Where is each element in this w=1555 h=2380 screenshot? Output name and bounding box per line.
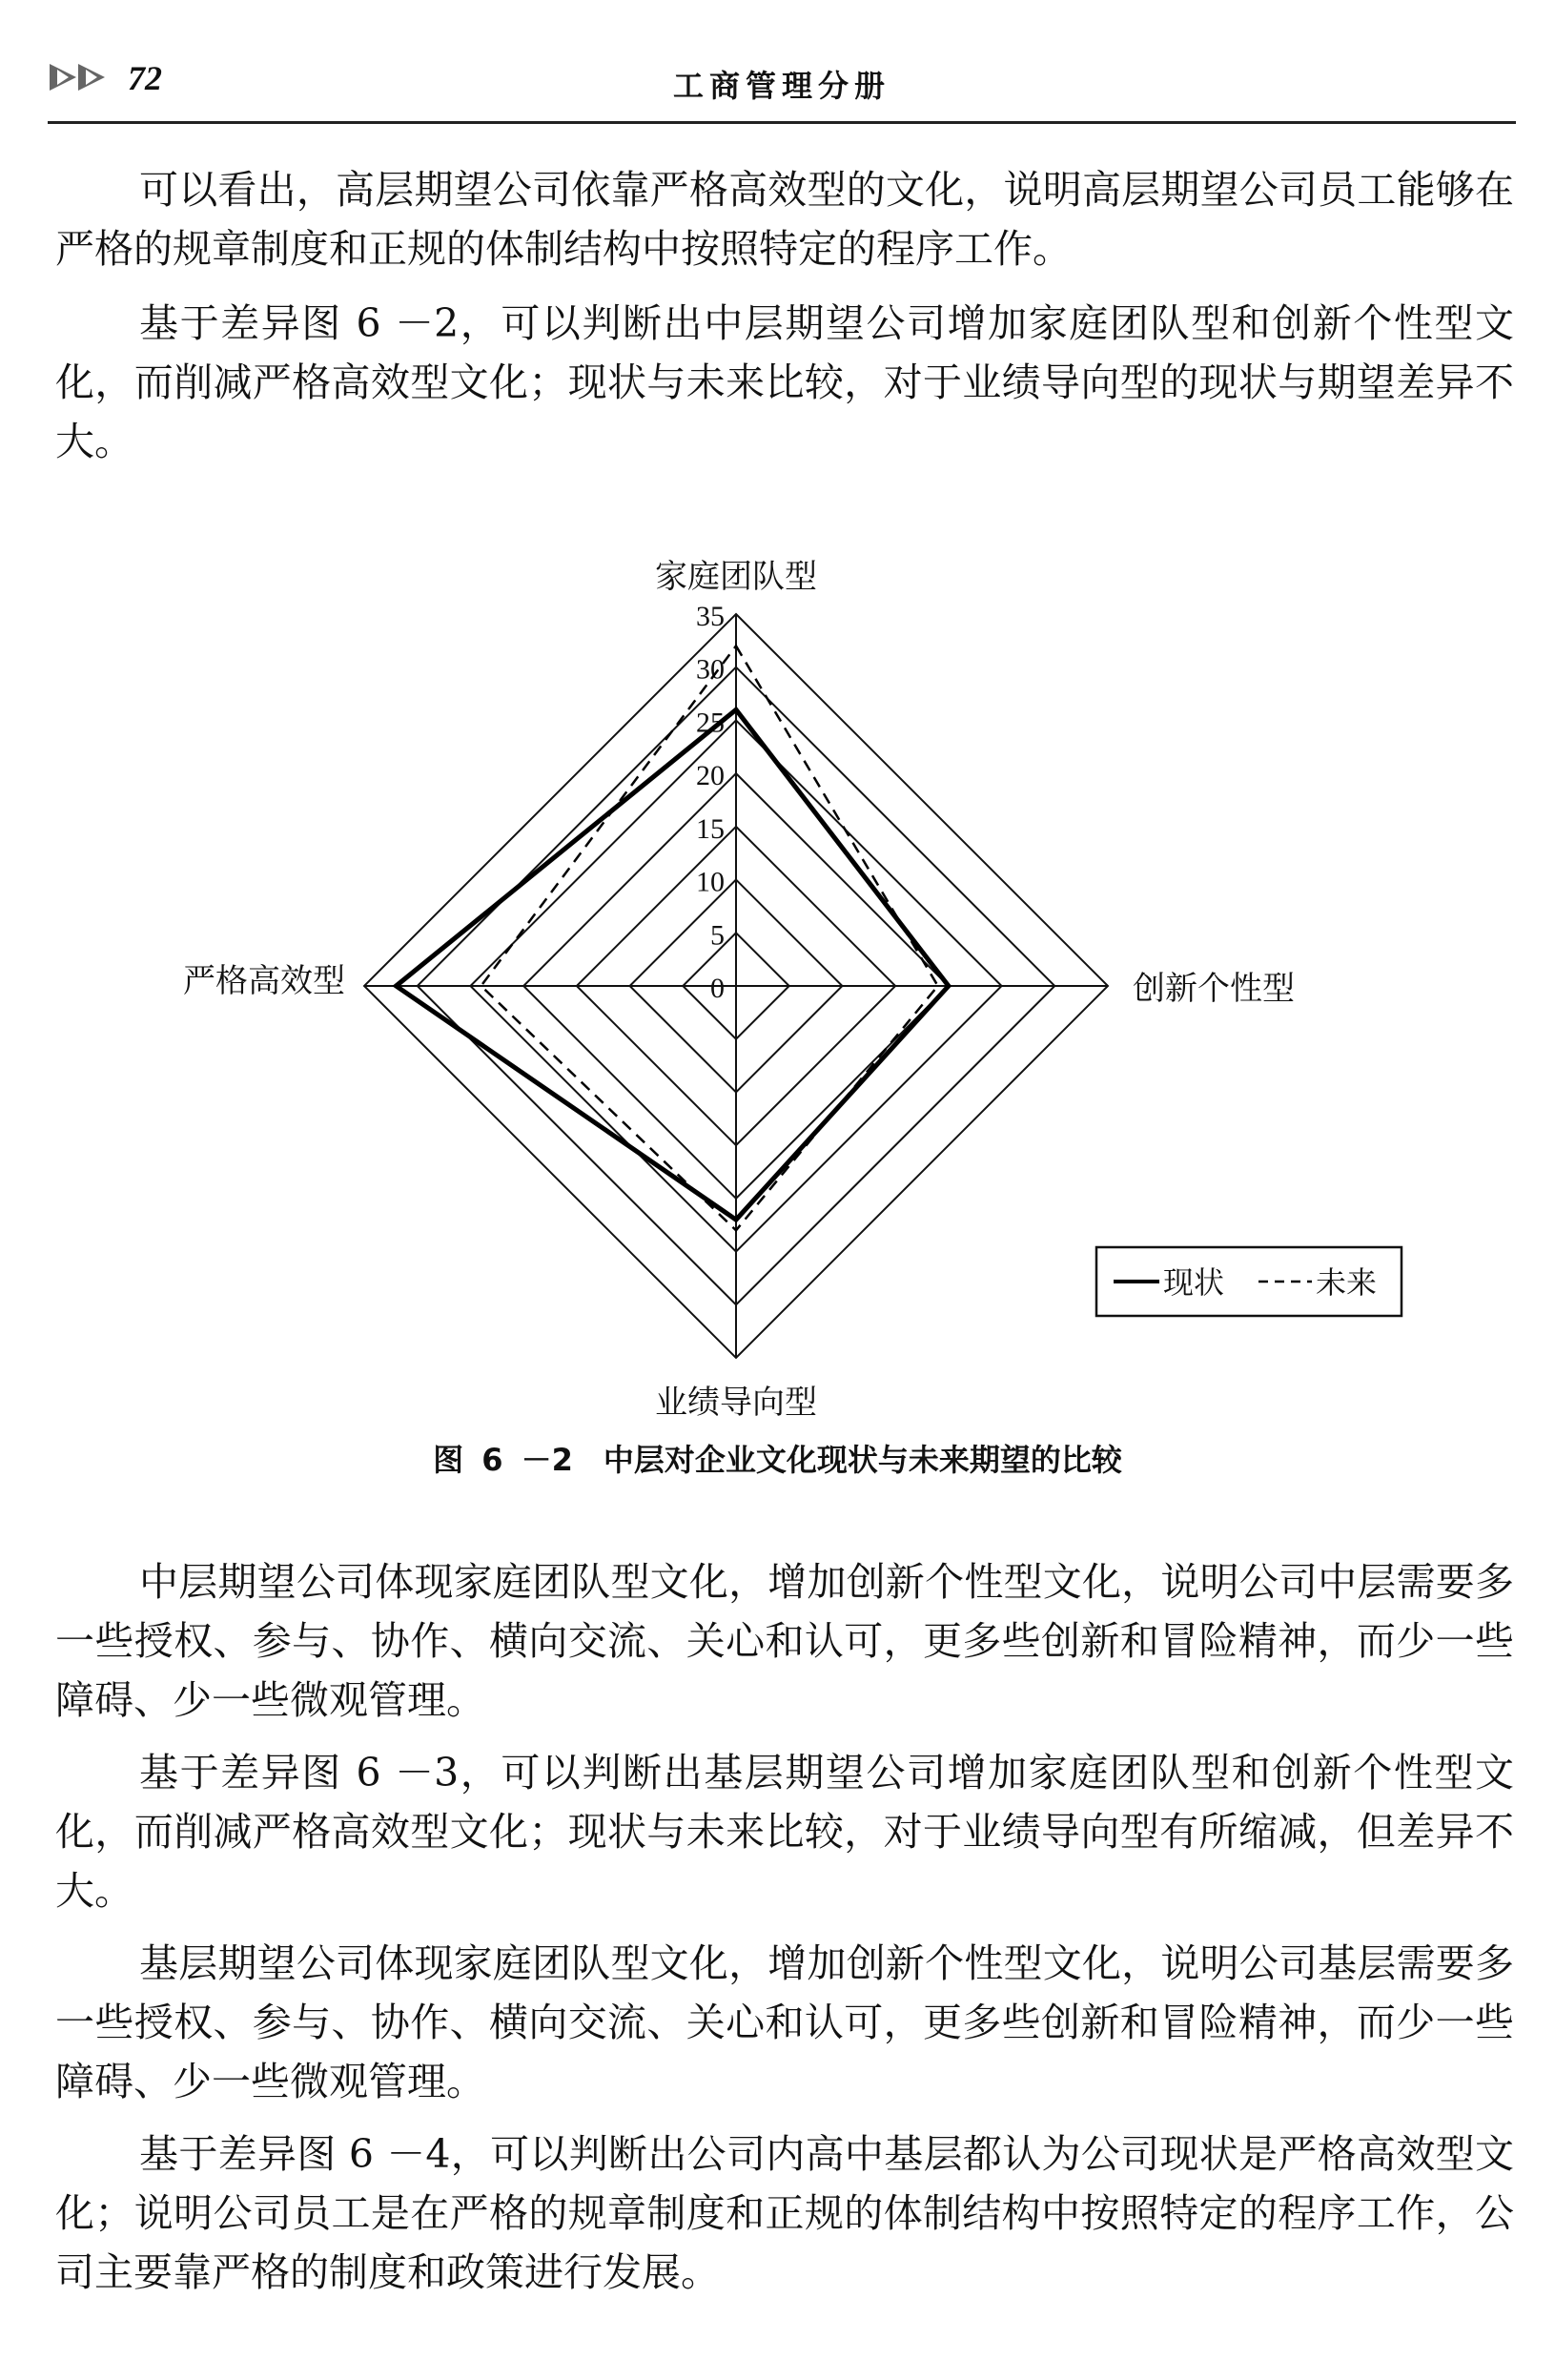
paragraph-2: 基于差异图 6 －2，可以判断出中层期望公司增加家庭团队型和创新个性型文化，而削减严格高效型文化；现状与未来比较，对于业绩导向型的现状与期望差异不大。	[55, 300, 1514, 464]
legend-label-current: 现状	[1163, 1264, 1225, 1301]
paragraph-6: 基于差异图 6 －4，可以判断出公司内高中基层都认为公司现状是严格高效型文化；说明公司员工是在严格的规章制度和正规的体制结构中按照特定的程序工作，公司主要靠严格的制度和政策进行发展。	[55, 2131, 1514, 2295]
tick-label: 10	[696, 866, 725, 898]
axis-label: 严格高效型	[183, 962, 345, 1000]
tick-label: 25	[696, 707, 725, 739]
paragraph-5: 基层期望公司体现家庭团队型文化，增加创新个性型文化，说明公司基层需要多一些授权、参与、协作、横向交流、关心和认可，更多些创新和冒险精神，而少一些障碍、少一些微观管理。	[55, 1940, 1514, 2104]
page-header	[48, 52, 1516, 124]
paragraph-1: 可以看出，高层期望公司依靠严格高效型的文化，说明高层期望公司员工能够在严格的规章制度和正规的体制结构中按照特定的程序工作。	[55, 167, 1514, 272]
radar-chart-svg	[0, 524, 1555, 1430]
tick-label: 0	[710, 973, 725, 1004]
tick-label: 15	[696, 812, 725, 845]
tick-label: 5	[710, 919, 725, 952]
axis-label: 创新个性型	[1133, 970, 1295, 1008]
tick-label: 30	[696, 653, 725, 686]
book-title: 工商管理分册	[672, 68, 890, 104]
tick-label: 20	[696, 760, 725, 792]
paragraph-3: 中层期望公司体现家庭团队型文化，增加创新个性型文化，说明公司中层需要多一些授权、参与、协作、横向交流、关心和认可，更多些创新和冒险精神，而少一些障碍、少一些微观管理。	[55, 1559, 1514, 1723]
radar-chart	[0, 524, 1555, 1478]
legend-label-future: 未来	[1316, 1264, 1378, 1301]
paragraph-4: 基于差异图 6 －3，可以判断出基层期望公司增加家庭团队型和创新个性型文化，而削减严格高效型文化；现状与未来比较，对于业绩导向型有所缩减，但差异不大。	[55, 1750, 1514, 1914]
axis-label: 家庭团队型	[655, 558, 817, 596]
tick-label: 35	[696, 601, 725, 632]
axis-label: 业绩导向型	[655, 1384, 817, 1422]
series-line-current	[396, 709, 948, 1220]
figure-caption: 图 6 －2 中层对企业文化现状与未来期望的比较	[433, 1442, 1122, 1478]
page-number: 72	[128, 59, 162, 97]
